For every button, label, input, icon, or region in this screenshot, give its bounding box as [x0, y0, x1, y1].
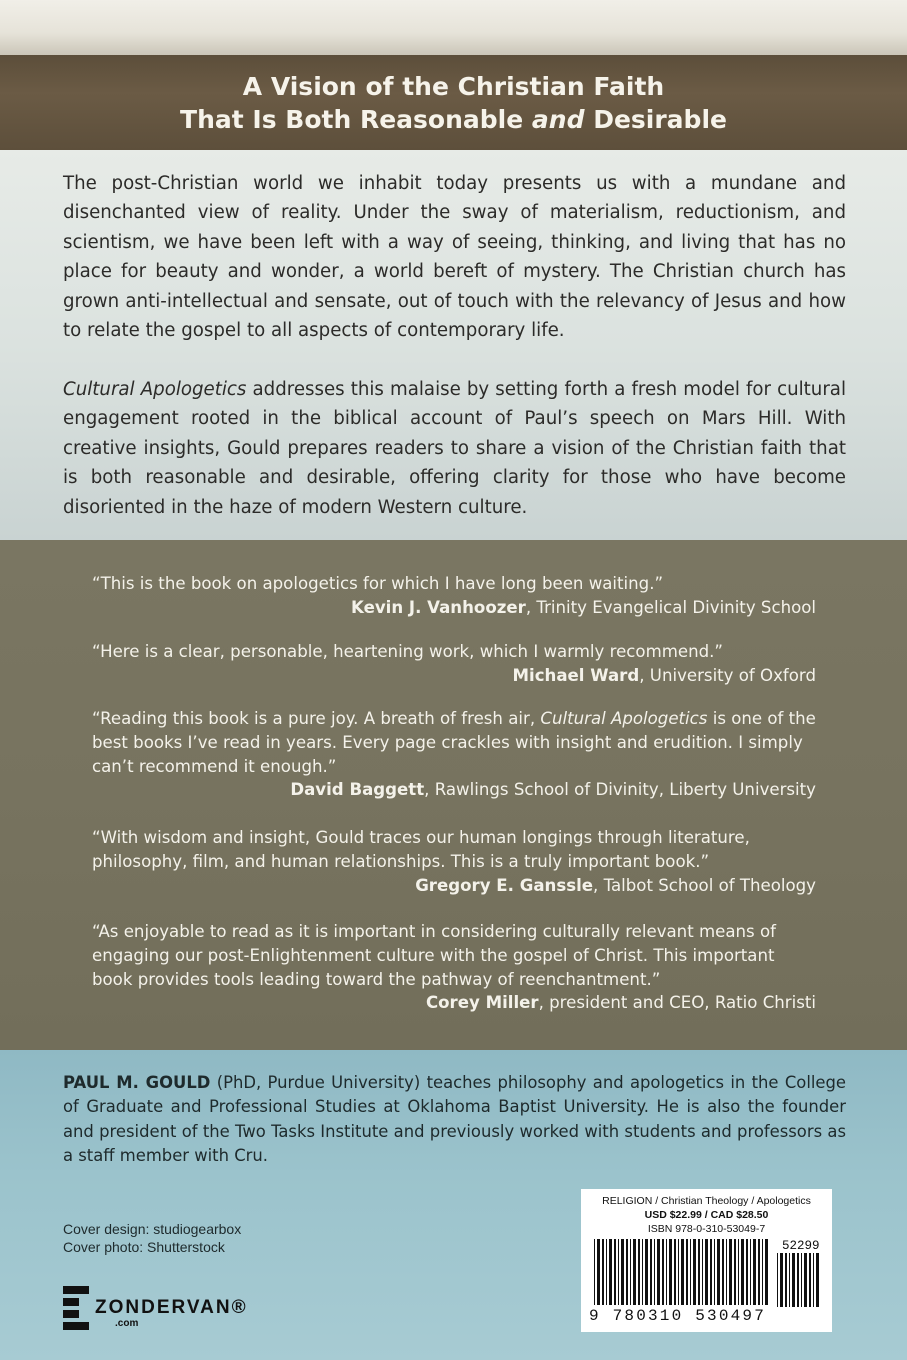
- endorsement: [92, 826, 816, 897]
- endorsement: [92, 707, 816, 802]
- zondervan-mark-icon: [63, 1286, 89, 1330]
- endorsement-text: “As enjoyable to read as it is important in considering culturally relevant means of engaging our post-Enlightenment culture with the gospel of Christ. This important book provides tools leading toward the pathway of reenchantment.”: [92, 922, 776, 989]
- endorsement-text: “Here is a clear, personable, heartening work, which I warmly recommend.”: [92, 642, 724, 661]
- barcode-digits: 9 780310 530497: [589, 1307, 767, 1325]
- subject-category: RELIGION / Christian Theology / Apologetics: [602, 1195, 811, 1207]
- endorsement-attribution: Gregory E. Ganssle, Talbot School of Theology: [415, 875, 816, 895]
- author-name: PAUL M. GOULD: [63, 1073, 211, 1092]
- publisher-url: .com: [115, 1318, 139, 1329]
- endorsement-text: “This is the book on apologetics for which I have long been waiting.”: [92, 574, 664, 593]
- endorsement: [92, 640, 816, 688]
- endorsement: [92, 572, 816, 620]
- endorsement-attribution: David Baggett, Rawlings School of Divinity, Liberty University: [290, 780, 816, 800]
- endorsement: [92, 920, 816, 1015]
- tagline-line-2: That Is Both Reasonable and Desirable: [180, 104, 727, 134]
- price: USD $22.99 / CAD $28.50: [644, 1209, 769, 1221]
- tagline-line-1: A Vision of the Christian Faith: [242, 71, 665, 101]
- description-paragraph-1: The post-Christian world we inhabit today presents us with a mundane and disenchanted view of reality. Under the sway of materialism, reductionism, and scientism, we have been left with a way of seeing, thinking, and living that has no place for beauty and wonder, a world bereft of mystery. The Christian church has grown anti-intellectual and sensate, out of touch with the relevancy of Jesus and how to relate the gospel to all aspects of contemporary life.: [63, 173, 846, 342]
- endorsement-text: “With wisdom and insight, Gould traces our human longings through literature, philosophy, film, and human relationships. This is a truly important book.”: [92, 828, 750, 871]
- endorsement-attribution: Kevin J. Vanhoozer, Trinity Evangelical Divinity School: [351, 597, 816, 617]
- author-bio: PAUL M. GOULD (PhD, Purdue University) teaches philosophy and apologetics in the College of Graduate and Professional Studies at Oklahoma Baptist University. He is also the founder and president of the Two Tasks Institute and previously worked with students and professors as a staff member with Cru.: [63, 1073, 846, 1165]
- cover-photo-credit: Cover photo: Shutterstock: [63, 1239, 225, 1255]
- barcode-block: [581, 1189, 832, 1332]
- tagline-band: [0, 55, 907, 150]
- publisher-name: ZONDERVAN®: [95, 1297, 248, 1318]
- description-paragraph-2: Cultural Apologetics addresses this malaise by setting forth a fresh model for cultural engagement rooted in the biblical account of Paul’s speech on Mars Hill. With creative insights, Gould prepares readers to share a vision of the Christian faith that is both reasonable and desirable, offering clarity for those who have become disoriented in the haze of modern Western culture.: [63, 379, 846, 518]
- endorsement-attribution: Corey Miller, president and CEO, Ratio Christi: [425, 993, 816, 1013]
- cover-design-credit: Cover design: studiogearbox: [63, 1221, 242, 1237]
- top-texture-strip: [0, 0, 907, 55]
- barcode-supplement-digits: 52299: [782, 1239, 820, 1253]
- endorsement-attribution: Michael Ward, University of Oxford: [512, 665, 816, 685]
- ean-barcode-icon: [594, 1239, 772, 1307]
- book-title-inline: Cultural Apologetics: [63, 379, 247, 400]
- isbn: ISBN 978-0-310-53049-7: [647, 1223, 766, 1235]
- endorsement-text: “Reading this book is a pure joy. A breath of fresh air, Cultural Apologetics is one of the best books I’ve read in years. Every page crackles with insight and erudition. I simply can’t recommend it enough.”: [92, 709, 816, 776]
- publisher-logo: [63, 1283, 283, 1333]
